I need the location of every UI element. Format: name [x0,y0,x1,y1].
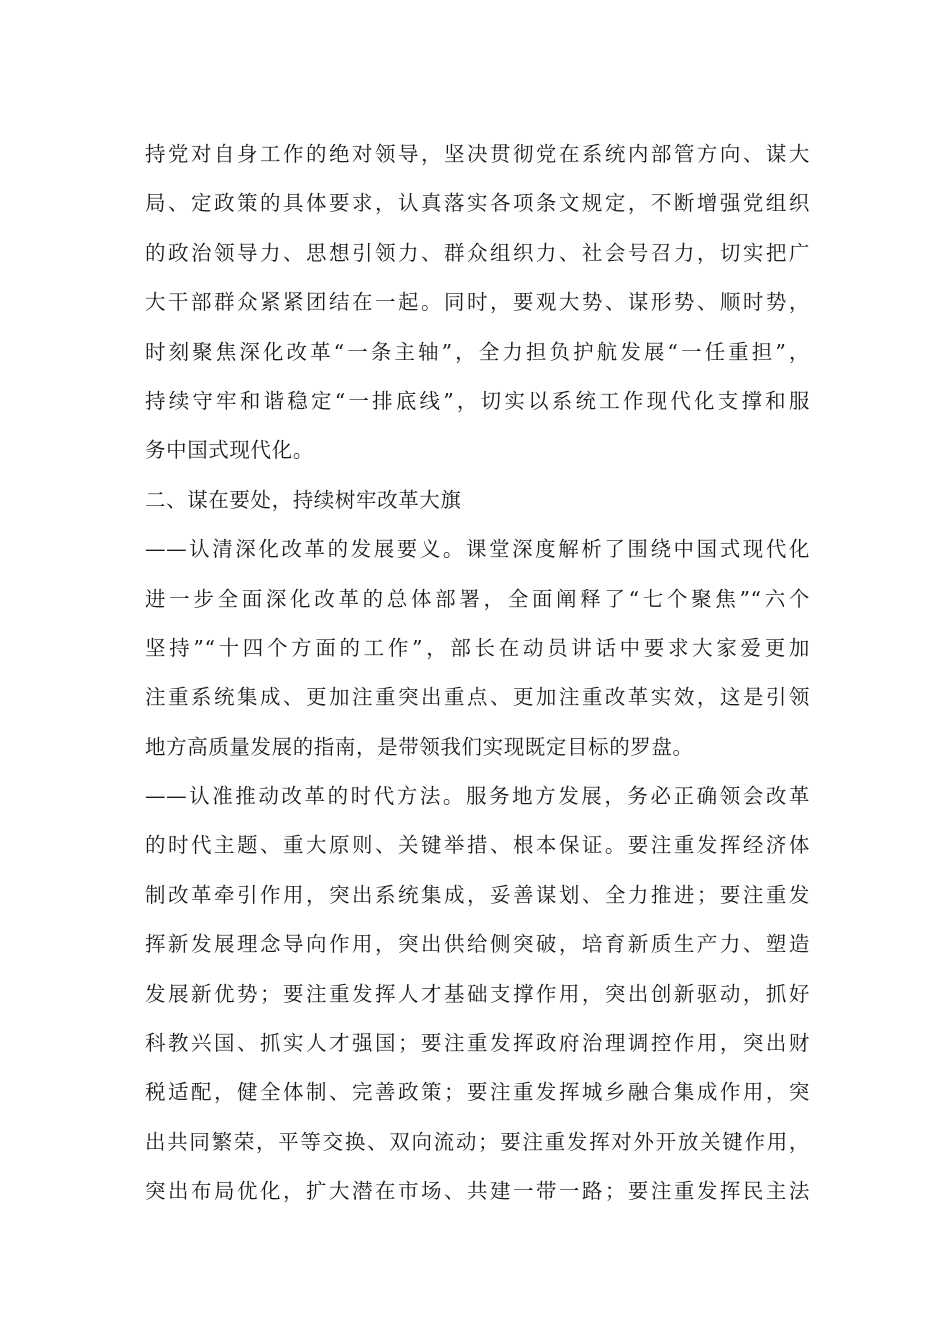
text-line: 注重系统集成、更加注重突出重点、更加注重改革实效，这是引领 [145,685,810,710]
text-line: 税适配，健全体制、完善政策；要注重发挥城乡融合集成作用，突 [145,1080,810,1105]
text-line: 大干部群众紧紧团结在一起。同时，要观大势、谋形势、顺时势， [145,290,810,315]
text-line: 地方高质量发展的指南，是带领我们实现既定目标的罗盘。 [145,734,694,759]
document-body [145,130,810,1217]
text-line: 务中国式现代化。 [145,438,314,463]
text-line: ——认清深化改革的发展要义。课堂深度解析了围绕中国式现代化 [145,537,810,562]
text-line: 制改革牵引作用，突出系统集成，妥善谋划、全力推进；要注重发 [145,882,810,907]
text-line: 坚持”“十四个方面的工作”，部长在动员讲话中要求大家爱更加 [145,635,810,660]
text-line: 突出布局优化，扩大潜在市场、共建一带一路；要注重发挥民主法 [145,1179,810,1204]
text-line: 挥新发展理念导向作用，突出供给侧突破，培育新质生产力、塑造 [145,932,810,957]
text-line: 局、定政策的具体要求，认真落实各项条文规定，不断增强党组织 [145,191,810,216]
text-line: 进一步全面深化改革的总体部署，全面阐释了“七个聚焦”“六个 [145,586,810,611]
text-line: 的时代主题、重大原则、关键举措、根本保证。要注重发挥经济体 [145,833,810,858]
text-line: 时刻聚焦深化改革“一条主轴”，全力担负护航发展“一任重担”， [145,339,810,364]
text-line: ——认准推动改革的时代方法。服务地方发展，务必正确领会改革 [145,784,810,809]
text-line: 的政治领导力、思想引领力、群众组织力、社会号召力，切实把广 [145,240,810,265]
text-line: 发展新优势；要注重发挥人才基础支撑作用，突出创新驱动，抓好 [145,981,810,1006]
text-line: 出共同繁荣，平等交换、双向流动；要注重发挥对外开放关键作用， [145,1129,810,1154]
section-heading: 二、谋在要处，持续树牢改革大旗 [145,487,462,512]
text-line: 持续守牢和谐稳定“一排底线”，切实以系统工作现代化支撑和服 [145,388,810,413]
text-line: 科教兴国、抓实人才强国；要注重发挥政府治理调控作用，突出财 [145,1031,810,1056]
text-line: 持党对自身工作的绝对领导，坚决贯彻党在系统内部管方向、谋大 [145,142,810,166]
